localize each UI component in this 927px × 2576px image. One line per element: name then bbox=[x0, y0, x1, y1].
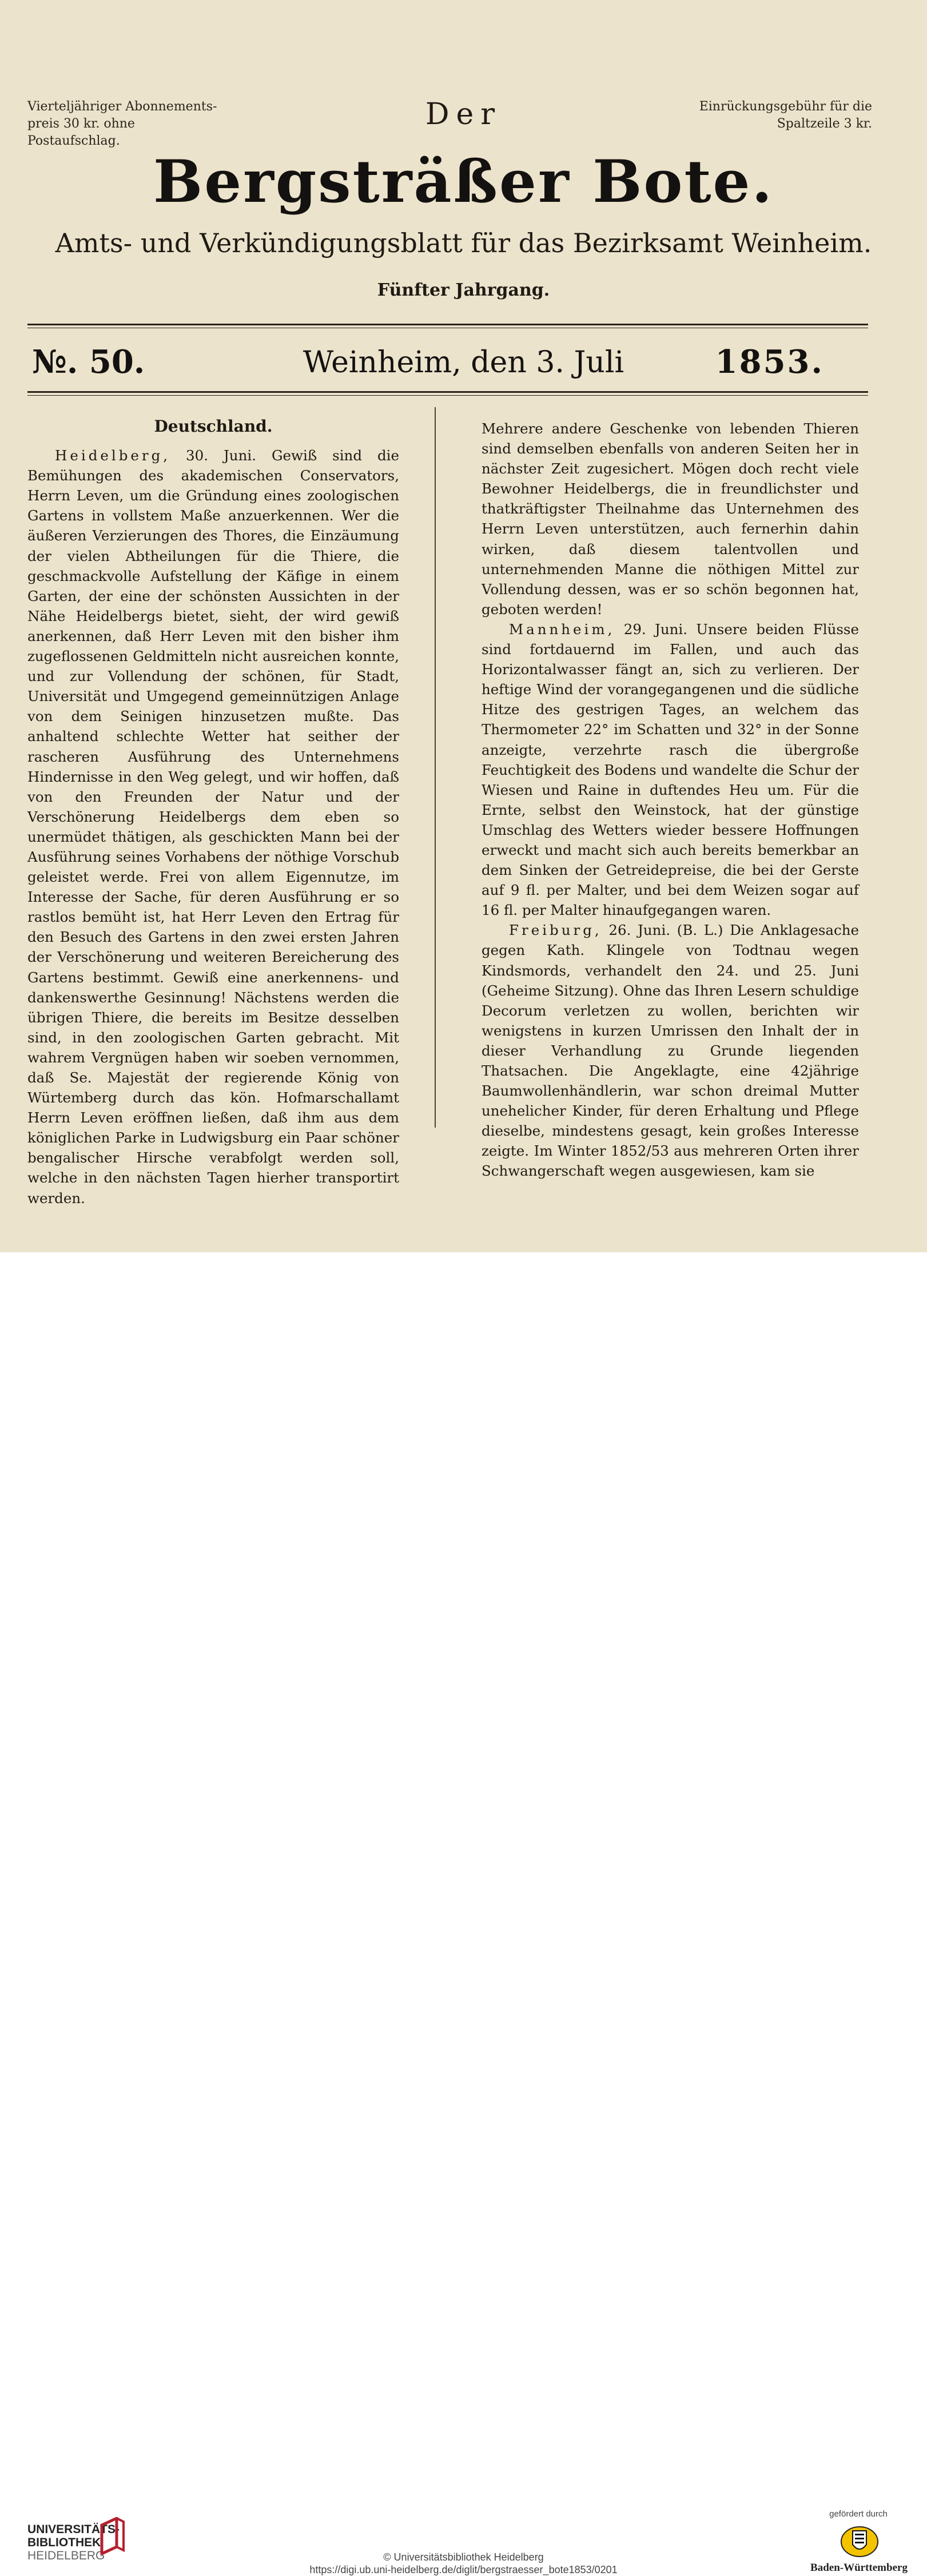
baden-wuerttemberg-crest-icon bbox=[840, 2525, 879, 2558]
library-name-line-1: UNIVERSITÄTS- bbox=[27, 2523, 120, 2536]
issue-line-rule-thin bbox=[27, 395, 868, 396]
article-freiburg bbox=[482, 920, 859, 1181]
newspaper-title: Bergsträßer Bote. bbox=[153, 148, 774, 216]
dateline-place: Freiburg, bbox=[509, 922, 602, 939]
issue-number: №. 50. bbox=[32, 343, 145, 381]
article-continuation bbox=[482, 419, 859, 619]
issue-line-rule bbox=[27, 391, 868, 393]
top-double-rule bbox=[27, 324, 868, 325]
article-mannheim bbox=[482, 619, 859, 920]
article-text: Mehrere andere Geschenke von lebenden Thieren sind demselben ebenfalls von anderen Seiten her in nächster Zeit zugesichert. Mögen doch recht viele Bewohner Heidelbergs, die in freundlichster und thatkräftigster Theilnahme das Unternehmen des Herrn Leven unterstützen, auch fernerhin dahin wirken, daß diesem talentvollen und unternehmenden Manne die nöthigen Mittel zur Vollendung dessen, was er so schön begonnen hat, geboten werden! bbox=[482, 420, 859, 618]
column-divider bbox=[435, 407, 436, 1128]
volume-label: Fünfter Jahrgang. bbox=[377, 280, 550, 300]
library-name-line-3: HEIDELBERG bbox=[27, 2549, 105, 2562]
library-mark-icon bbox=[97, 2517, 126, 2555]
place-and-date: Weinheim, den 3. Juli bbox=[303, 345, 624, 380]
library-name-line-2: BIBLIOTHEK bbox=[27, 2536, 101, 2549]
issue-year: 1853. bbox=[715, 343, 824, 381]
article-text: 30. Juni. Gewiß sind die Bemühungen des akademischen Conservators, Herrn Leven, um die Gründung eines zoologischen Gartens in vollstem Maße anzuerkennen. Wer die äußeren Verzierungen des Thores, die Einzäumung der vielen Abtheilungen für die Thiere, die geschmackvolle Aufstellung der Käfige in einem Garten, der eine der schönsten Aussichten in der Nähe Heidelbergs bietet, sieht, der wird gewiß anerkennen, daß Herr Leven mit den bisher ihm zugeflossenen Geldmitteln nicht ausreichen konnte, und zur Vollendung der schönen, für Stadt, Universität und Umgegend gemeinnützigen Anlage von dem Seinigen hinzusetzen mußte. Das anhaltend schlechte Wetter hat seither der rascheren Ausführung des Unternehmens Hindernisse in den Weg gelegt, und wir hoffen, daß von den Freunden der Natur und der Verschönerung Heidelbergs dem eben so unermüdet thätigen, als geschickten Mann bei der Ausführung seines Vorhabens der nöthige Vorschub geleistet werde. Frei von allem Eigennutze, im Interesse der Sache, für deren Ausführung er so rastlos bemüht ist, hat Herr Leven den Ertrag für den Besuch des Gartens in den zwei ersten Jahren der Verschönerung und weiteren Bereicherung des Gartens bestimmt. Gewiß eine anerkennens- und dankenswerthe Gesinnung! Nächstens werden die übrigen Thiere, die bereits im Besitze desselben sind, in den zoologischen Garten gebracht. Mit wahrem Vergnügen haben wir soeben vernommen, daß Se. Majestät der regierende König von Würtemberg durch das kön. Hofmarschallamt Herrn Leven eröffnen ließen, daß ihm aus dem königlichen Parke in Ludwigsburg ein Paar schöner bengalischer Hirsche verabfolgt werden soll, welche in den nächsten Tagen hierher transportirt werden. bbox=[27, 447, 399, 1207]
article-text: 29. Juni. Unsere beiden Flüsse sind fortdauernd im Fallen, und auch das Horizontalwasser fängt an, sich zu verlieren. Der heftige Wind der vorangegangenen und die südliche Hitze des gestrigen Tages, an welchem das Thermometer 22° im Schatten und 32° in der Sonne anzeigte, verzehrte rasch die übergroße Feuchtigkeit des Bodens und wandelte die Schur der Wiesen und Raine in duftendes Heu um. Für die Ernte, selbst den Weinstock, hat der günstige Umschlag des Wetters wieder bessere Hoffnungen erweckt und macht sich auch bereits bemerkbar an dem Sinken der Getreidepreise, die bei der Gerste auf 9 fl. per Malter, und bei dem Weizen sogar auf 16 fl. per Malter hinaufgegangen waren. bbox=[482, 620, 859, 919]
funder-name: Baden-Württemberg bbox=[810, 2562, 908, 2574]
section-heading: Deutschland. bbox=[154, 417, 273, 436]
insertion-fee-note: Einrückungsgebühr für die Spaltzeile 3 kr. bbox=[699, 99, 872, 131]
newspaper-page bbox=[0, 0, 927, 1252]
article-text: 26. Juni. (B. L.) Die Anklagesache gegen Kath. Klingele von Todtnau wegen Kindsmords, verhandelt den 24. und 25. Juni (Geheime Sitzung). Ohne das Ihren Lesern schuldige Decorum verletzen zu wollen, berichten wir wenigstens in kurzen Umrissen den Inhalt der in dieser Verhandlung zu Grunde liegenden Thatsachen. Die Angeklagte, eine 42jährige Baumwollenhändlerin, war schon dreimal Mutter unehelicher Kinder, für deren Erhaltung und Pflege dieselbe, mindestens gesagt, kein großes Interesse zeigte. Im Winter 1852/53 aus mehreren Orten ihrer Schwangerschaft wegen ausgewiesen, kam sie bbox=[482, 922, 859, 1180]
funded-by-label: gefördert durch bbox=[829, 2509, 888, 2519]
dateline-place: Mannheim, bbox=[509, 620, 615, 638]
article-heidelberg bbox=[27, 445, 399, 1208]
viewer-footer bbox=[0, 1252, 927, 2575]
masthead-article: Der bbox=[425, 97, 502, 132]
left-column bbox=[27, 413, 399, 1208]
subscription-price-note: Vierteljähriger Abonnements- preis 30 kr. ohne Postaufschlag. bbox=[27, 99, 217, 148]
newspaper-subtitle: Amts- und Verkündigungsblatt für das Bezirksamt Weinheim. bbox=[55, 228, 872, 258]
right-column bbox=[482, 419, 859, 1181]
copyright-notice: © Universitätsbibliothek Heidelberg bbox=[383, 2551, 544, 2563]
permalink-url[interactable]: https://digi.ub.uni-heidelberg.de/diglit/bergstraesser_bote1853/0201 bbox=[309, 2564, 618, 2575]
dateline-place: Heidelberg, bbox=[55, 447, 171, 464]
